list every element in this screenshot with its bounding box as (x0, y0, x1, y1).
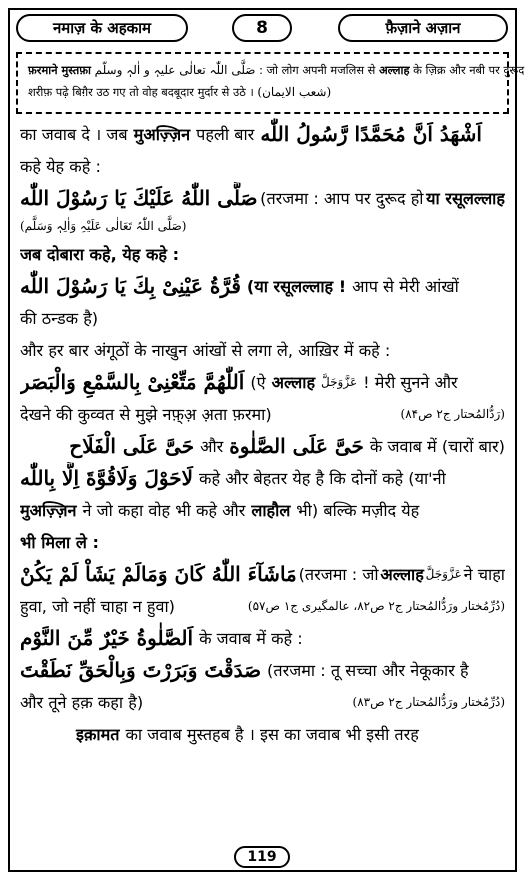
note-allah: अल्लाह (378, 63, 410, 77)
text-line (20, 150, 505, 182)
text-span: पहली बार (196, 124, 255, 144)
arabic-text: صَدَقْتَ وَبَرَرْتَ وَبِالْحَقِّ نَطَقْتَ (20, 657, 262, 682)
text-bold: इक़ामत (76, 724, 120, 744)
arabic-text: لَاحَوْلَ وَلَاقُوَّةَ اِلَّا بِاللّٰه (20, 465, 194, 490)
text-span: के जवाब में (चारों बार) (369, 436, 505, 456)
text-span: (तरजमा : आप पर दुरूद हो (260, 188, 424, 208)
text-line (20, 214, 505, 238)
text-line (20, 718, 505, 750)
note-text-1: : जो लोग अपनी मजलिस से (259, 63, 376, 77)
reference: (رَدُّالمُحتار ج۲ ص۸۴) (400, 406, 505, 421)
text-line (20, 118, 505, 150)
text-line (20, 622, 505, 654)
text-line (20, 398, 505, 430)
arabic-text: (صَلَّی اللّٰہُ تَعَالٰی عَلَیْہِ وَاٰلِہٖ وَسَلَّم) (20, 218, 187, 233)
text-bold: या रसूलल्लाह (426, 188, 505, 208)
text-span: का जवाब मुस्तहब है । इस का जवाब भी इसी तरह (125, 724, 419, 744)
text-span: हुवा, जो नहीं चाहा न हुवा) (20, 596, 175, 616)
text-line (20, 238, 505, 270)
arabic-text: عَزَّوَجَلَّ (425, 566, 462, 581)
text-line (20, 494, 505, 526)
text-line (20, 366, 505, 398)
note-line-2 (28, 81, 497, 103)
text-line (20, 526, 505, 558)
text-line (20, 462, 505, 494)
reference: (دُرِّمُختار ورَدُّالمُحتار ج۲ ص۸۳) (352, 694, 505, 709)
text-span: और (200, 436, 224, 456)
text-line (20, 686, 505, 718)
note-salutation: صَلَّی اللّٰہ تعالٰی علیہٖ و اٰلہٖ وسلّم (94, 63, 256, 77)
arabic-text: حَیَّ عَلَی الْفَلَاح (69, 433, 195, 458)
text-line (20, 182, 505, 214)
note-tail: के ज़िक्र और नबी पर दुरूद (413, 63, 525, 77)
text-span: देखने की कुव्वत से मुझे नफ़्अ़ अ़ता फ़रमा) (20, 404, 272, 424)
text-bold: मुअज़्ज़िन (133, 124, 191, 144)
text-span: ने जो कहा वोह भी कहे और (82, 500, 246, 520)
arabic-text: اَشْهَدُ اَنَّ مُحَمَّدًا رَّسُولُ اللّٰه (260, 121, 482, 146)
text-bold: अल्लाह (380, 564, 424, 584)
text-bold: लाहौल (251, 500, 291, 520)
text-span: ने चाहा (463, 564, 505, 584)
text-bold: मुअज़्ज़िन (20, 500, 77, 520)
text-span: की ठन्डक है) (20, 308, 99, 328)
arabic-text: مَاشَآءَ اللّٰهُ كَانَ وَمَالَمْ یَشَاْ لَمْ یَكُنْ (20, 561, 297, 586)
text-span: भी) बल्कि मज़ीद येह (296, 500, 420, 520)
note-line-1 (28, 59, 525, 81)
text-line (20, 302, 505, 334)
text-span: के जवाब में कहे : (199, 628, 303, 648)
page-number: 119 (234, 846, 290, 868)
text-span: और हर बार अंगूठों के नाखुन आंखों से लगा ले, आख़िर में कहे : (20, 340, 391, 360)
arabic-text: قُرَّةُ عَیْنِیْ بِكَ یَا رَسُوْلَ اللّٰه (20, 273, 241, 298)
note-text-2: शरीफ़ पढ़े बिग़ैर उठ गए तो वोह बदबूदार मुर्दार से उठे । (28, 85, 254, 99)
arabic-text: صَلَّی اللّٰهُ عَلَیْكَ یَا رَسُوْلَ اللّٰه (20, 185, 258, 210)
main-text (20, 118, 505, 750)
arabic-text: اَللّٰهُمَّ مَتِّعْنِیْ بِالسَّمْعِ وَالْبَصَر (20, 369, 245, 394)
arabic-text: حَیَّ عَلَی الصَّلٰوة (229, 433, 364, 458)
text-span: ! मेरी सुनने और (363, 372, 458, 392)
text-span: (तरजमा : जो (298, 564, 379, 584)
text-line (20, 654, 505, 686)
text-line (20, 430, 505, 462)
text-line (20, 270, 505, 302)
header-right-title: फ़ैज़ाने अज़ान (338, 14, 508, 42)
reference: (دُرِّمُختار ورَدُّالمُحتار ج۲ ص۸۲، عالمگیری ج۱ ص۵۷) (247, 598, 505, 613)
hadith-note-box (16, 52, 525, 114)
header-left-title: नमाज़ के अहकाम (16, 14, 188, 42)
text-span: और तूने हक़ कहा है) (20, 692, 144, 712)
note-reference: (شعب الایمان) (257, 85, 332, 99)
text-bold: जब दोबारा कहे, येह कहे : (20, 244, 180, 264)
arabic-text: عَزَّوَجَلَّ (321, 374, 358, 389)
text-span: (ऐ (250, 372, 266, 392)
text-span: (तरजमा : तू सच्चा और नेकूकार है (267, 660, 469, 680)
text-line (20, 334, 505, 366)
text-line (20, 558, 505, 590)
header-chapter-number: 8 (232, 14, 292, 42)
text-bold: भी मिला ले : (20, 532, 99, 552)
text-span: आप से मेरी आंखों (352, 276, 459, 296)
note-label: फ़रमाने मुस्तफ़ा (28, 63, 91, 77)
text-span: कहे और बेहतर येह है कि दोनों कहे (या'नी (199, 468, 446, 488)
text-line (20, 590, 505, 622)
text-bold: अल्लाह (271, 372, 316, 392)
arabic-text: اَلصَّلٰوةُ خَیْرٌ مِّنَ النَّوْم (20, 625, 194, 650)
text-span: का जवाब दे । जब (20, 124, 128, 144)
text-span: कहे येह कहे : (20, 156, 101, 176)
text-bold: (या रसूलल्लाह ! (246, 276, 347, 296)
